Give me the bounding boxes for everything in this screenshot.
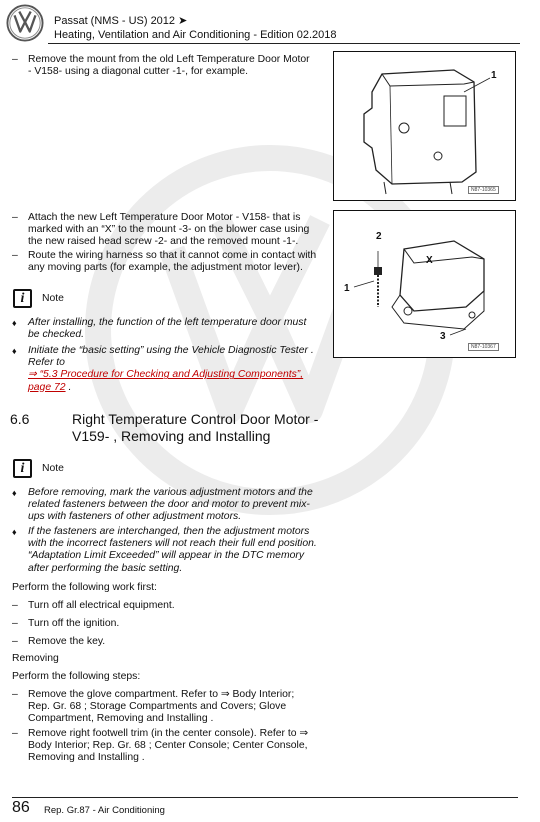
figure-id: N87-10367 bbox=[468, 343, 499, 351]
work-item: Remove the key. bbox=[28, 636, 106, 647]
step-line: Compartment, Removing and Installing . bbox=[28, 713, 214, 725]
section-title-line: Right Temperature Control Door Motor - bbox=[72, 411, 319, 427]
work-item: Turn off the ignition. bbox=[28, 618, 120, 629]
bullet-icon: ♦ bbox=[12, 318, 17, 328]
note-line: related fasteners between the door and motor to prevent mix- bbox=[28, 499, 310, 511]
figure-id: N87-10365 bbox=[468, 186, 499, 194]
step-dash: – bbox=[12, 600, 18, 611]
note-line: ups with fasteners of other adjustment motors. bbox=[28, 511, 242, 523]
note-item bbox=[28, 317, 306, 341]
note-line: with the incorrect fasteners will not reach their full end position. bbox=[28, 538, 317, 550]
removing-heading: Removing bbox=[12, 653, 59, 664]
callout-1: 1 bbox=[491, 70, 497, 81]
step-line: Rep. Gr. 68 ; Storage Compartments and Covers; Glove bbox=[28, 701, 287, 713]
step-line: - V158- using a diagonal cutter -1-, for example. bbox=[28, 66, 249, 78]
step-line: Removing and Installing . bbox=[28, 752, 145, 764]
bullet-icon: ♦ bbox=[12, 488, 17, 498]
step-remove-trim bbox=[28, 728, 308, 765]
step-dash: – bbox=[12, 618, 18, 629]
section-title bbox=[72, 411, 318, 445]
note-label: Note bbox=[42, 463, 64, 474]
note-icon: i bbox=[13, 289, 32, 308]
note-icon: i bbox=[13, 459, 32, 478]
step-dash: – bbox=[12, 54, 18, 65]
bullet-icon: ♦ bbox=[12, 527, 17, 537]
note-item bbox=[28, 487, 313, 524]
note-line: be checked. bbox=[28, 329, 85, 341]
steps-heading: Perform the following steps: bbox=[12, 671, 141, 682]
motor-drawing-1 bbox=[334, 52, 515, 200]
header-title: Passat (NMS - US) 2012 ➤ bbox=[54, 15, 188, 27]
step-line: Route the wiring harness so that it cannot come in contact with bbox=[28, 250, 317, 261]
step-dash: – bbox=[12, 689, 18, 700]
bullet-icon: ♦ bbox=[12, 346, 17, 356]
note-line: after performing the basic setting. bbox=[28, 562, 183, 574]
step-line: the new raised head screw -2- and the removed mount -1-. bbox=[28, 236, 299, 248]
step-line: marked with an “X” to the mount -3- on the blower case using bbox=[28, 224, 310, 236]
step-route-harness bbox=[28, 250, 316, 274]
figure-motor-installation bbox=[333, 210, 516, 358]
callout-x: X bbox=[426, 255, 433, 266]
callout-1: 1 bbox=[344, 283, 350, 294]
step-line: Remove the mount from the old Left Temperature Door Motor bbox=[28, 54, 310, 65]
step-dash: – bbox=[12, 728, 18, 739]
note-item bbox=[28, 526, 317, 575]
work-first-heading: Perform the following work first: bbox=[12, 582, 157, 593]
note-line: Before removing, mark the various adjustment motors and the bbox=[28, 487, 313, 498]
header-divider bbox=[48, 43, 520, 44]
vw-logo bbox=[6, 4, 44, 42]
callout-3: 3 bbox=[440, 331, 446, 342]
note-item bbox=[28, 345, 314, 394]
step-line: Attach the new Left Temperature Door Motor - V158- that is bbox=[28, 212, 301, 223]
step-remove-mount bbox=[28, 54, 310, 78]
step-dash: – bbox=[12, 250, 18, 261]
note-line: Refer to bbox=[28, 357, 65, 369]
step-line: Body Interior; Rep. Gr. 68 ; Center Console; Center Console, bbox=[28, 740, 308, 752]
page-link[interactable]: page 72 bbox=[28, 381, 66, 393]
note-line: If the fasteners are interchanged, then the adjustment motors bbox=[28, 526, 310, 537]
motor-drawing-2 bbox=[334, 211, 515, 357]
step-remove-glove bbox=[28, 689, 294, 726]
footer-text: Rep. Gr.87 - Air Conditioning bbox=[44, 805, 165, 816]
step-dash: – bbox=[12, 636, 18, 647]
header-subtitle: Heating, Ventilation and Air Conditioning - Edition 02.2018 bbox=[54, 29, 337, 41]
step-line: Remove the glove compartment. Refer to ⇒ Body Interior; bbox=[28, 689, 295, 700]
section-title-line: V159- , Removing and Installing bbox=[72, 428, 271, 444]
note-line: Initiate the “basic setting” using the Vehicle Diagnostic Tester . bbox=[28, 345, 314, 356]
step-dash: – bbox=[12, 212, 18, 223]
note-end: . bbox=[68, 381, 72, 393]
callout-2: 2 bbox=[376, 231, 382, 242]
work-item: Turn off all electrical equipment. bbox=[28, 600, 175, 611]
step-line: Remove right footwell trim (in the center console). Refer to ⇒ bbox=[28, 728, 309, 739]
procedure-link[interactable]: ⇒ “5.3 Procedure for Checking and Adjusting Components”, bbox=[28, 369, 304, 381]
step-attach-motor bbox=[28, 212, 309, 249]
section-number: 6.6 bbox=[10, 411, 30, 427]
page-number: 86 bbox=[12, 799, 30, 816]
note-line: After installing, the function of the left temperature door must bbox=[28, 317, 307, 328]
footer-divider bbox=[12, 797, 518, 798]
note-label: Note bbox=[42, 293, 64, 304]
figure-mount-removal bbox=[333, 51, 516, 201]
step-line: any moving parts (for example, the adjustment motor lever). bbox=[28, 262, 303, 274]
note-line: “Adaptation Limit Exceeded” will appear in the DTC memory bbox=[28, 550, 305, 562]
